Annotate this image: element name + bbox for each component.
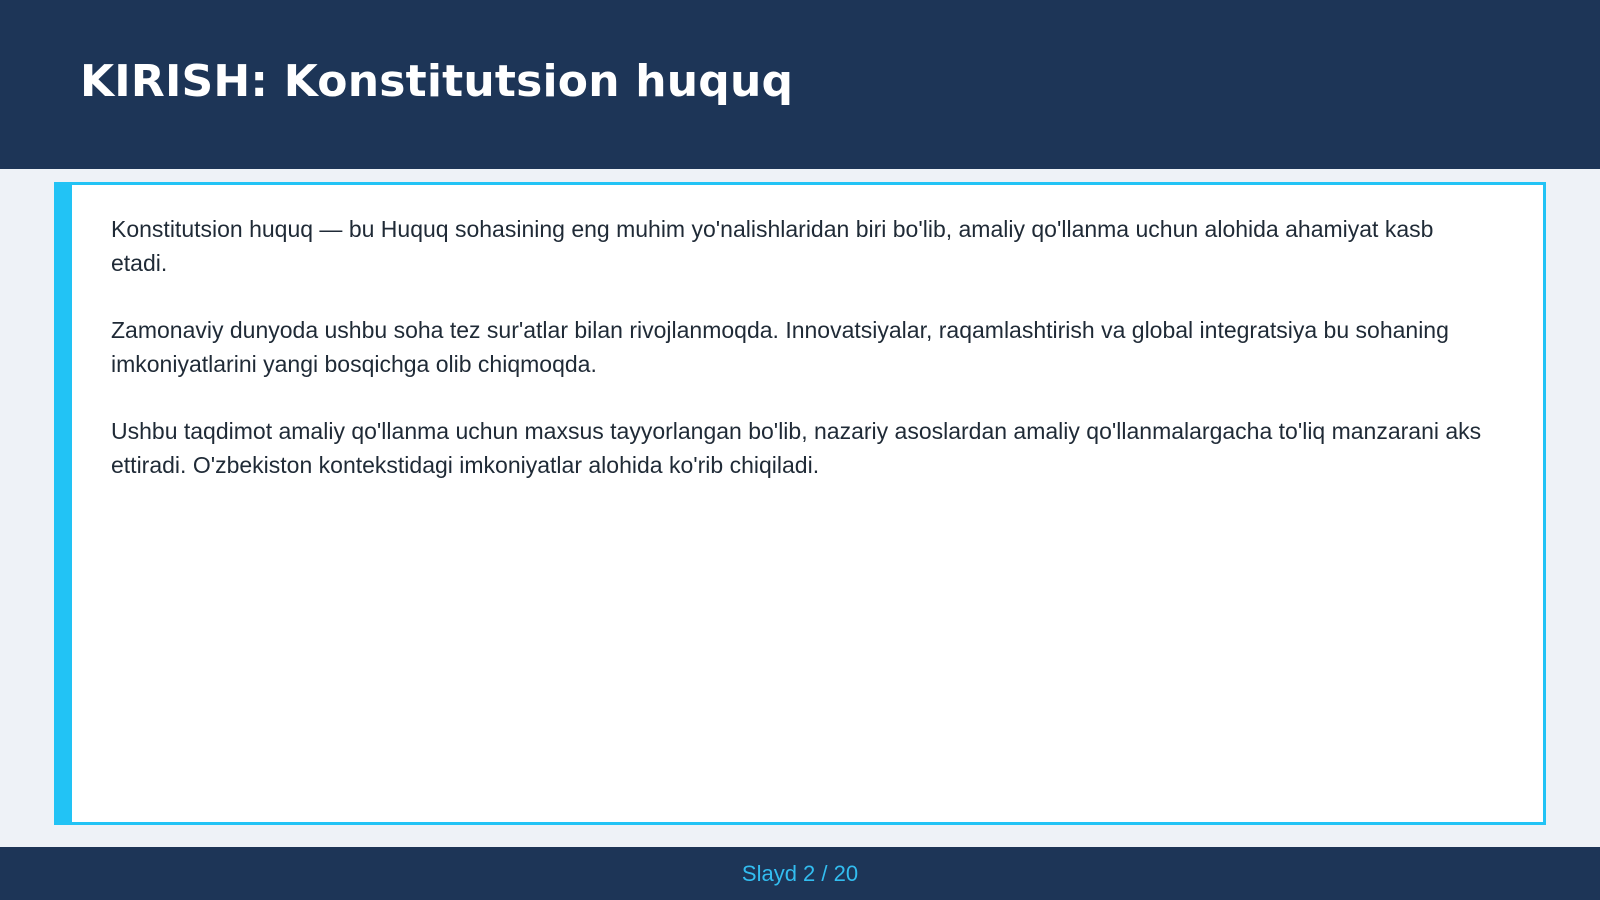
slide-body [111, 212, 1486, 515]
slide-header [0, 0, 1600, 169]
modern-world-paragraph: Zamonaviy dunyoda ushbu soha tez sur'atlar bilan rivojlanmoqda. Innovatsiyalar, raqamlashtirish va global integratsiya bu sohaning imkoniyatlarini yangi bosqichga olib chiqmoqda. [111, 317, 1449, 377]
intro-paragraph: Konstitutsion huquq — bu Huquq sohasining eng muhim yo'nalishlaridan biri bo'lib, amaliy qo'llanma uchun alohida ahamiyat kasb etadi. [111, 216, 1434, 276]
slide-footer [0, 847, 1600, 900]
presentation-purpose-paragraph: Ushbu taqdimot amaliy qo'llanma uchun maxsus tayyorlangan bo'lib, nazariy asoslardan amaliy qo'llanmalargacha to'liq manzarani aks ettiradi. O'zbekiston kontekstidagi imkoniyatlar alohida ko'rib chiqiladi. [111, 418, 1482, 478]
slide-title: KIRISH: Konstitutsion huquq [80, 56, 794, 107]
slide-number: Slayd 2 / 20 [741, 860, 859, 886]
